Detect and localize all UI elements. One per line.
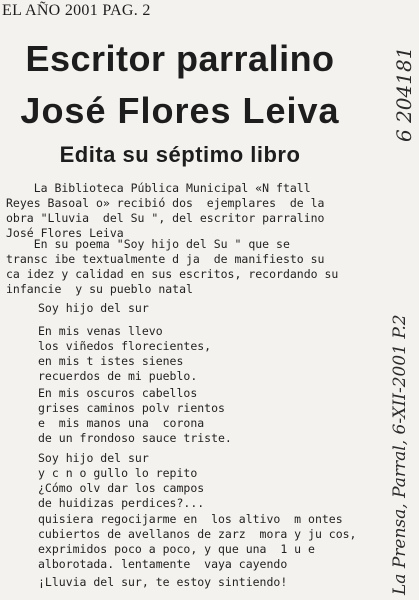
poem-line-1: Soy hijo del sur: [38, 301, 149, 315]
poem-stanza-2: En mis venas llevo los viñedos florecientes, en mis t istes sienes recuerdos de mi pueblo.: [38, 324, 212, 383]
page-header: EL AÑO 2001 PAG. 2: [2, 2, 151, 19]
subheadline: Edita su séptimo libro: [59, 142, 301, 167]
second-paragraph: En su poema "Soy hijo del Su " que se transc ibe textualmente d ja de manifiesto su ca idez y calidad en sus escritos, recordando su infancie y su pueblo natal: [6, 237, 339, 296]
headline-line-1: Escritor parralino: [25, 38, 335, 79]
poem-last-line: ¡Lluvia del sur, te estoy sintiendo!: [38, 575, 288, 589]
poem-stanza-3: En mis oscuros cabellos grises caminos polv rientos e mis manos una corona de un frondoso sauce triste.: [38, 386, 232, 445]
poem-stanza-5: quisiera regocijarme en los altivo m ontes cubiertos de avellanos de zarz mora y ju cos, exprimidos poco a poco, y que una 1 u e alborotada. lentamente vaya cayendo: [38, 512, 357, 571]
poem-stanza-4: Soy hijo del sur y c n o gullo lo repito ¿Cómo olv dar los campos de huidizas perdices?...: [38, 451, 205, 510]
handwritten-date-stamp: 6 204181: [392, 46, 416, 142]
intro-paragraph: La Biblioteca Pública Municipal «N ftall Reyes Basoal o» recibió dos ejemplares de la obra "Lluvia del Su ", del escritor parralino José Flores Leiva: [6, 181, 325, 240]
headline-line-2: José Flores Leiva: [20, 90, 340, 131]
handwritten-source-note: La Prensa, Parral, 6-XII-2001 P.2: [390, 314, 410, 595]
